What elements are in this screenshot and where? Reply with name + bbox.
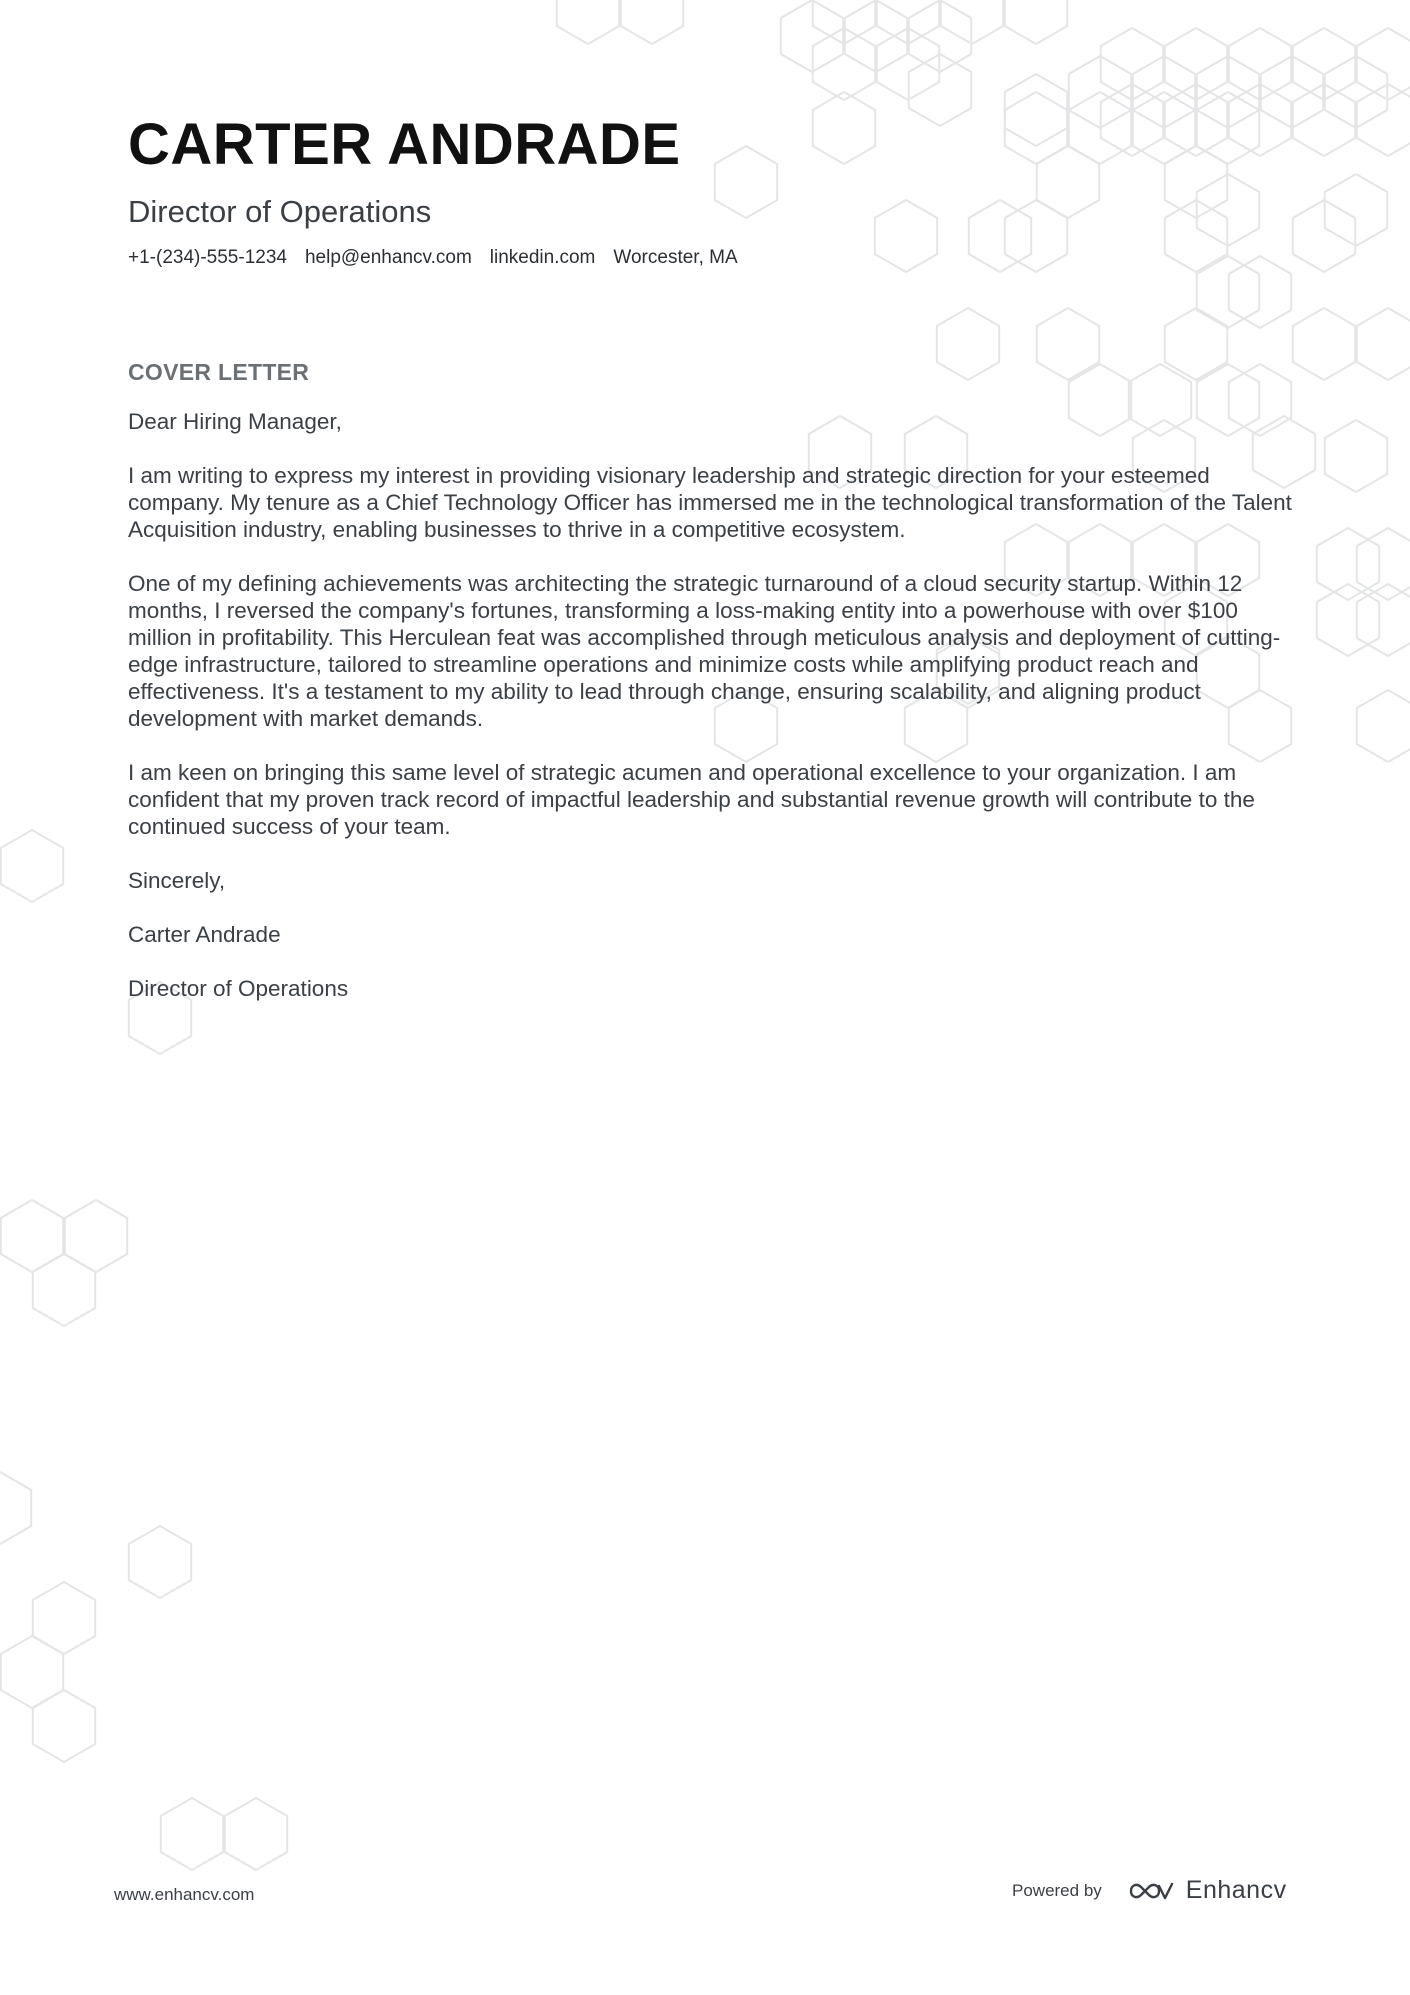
letter-body — [128, 408, 1298, 1002]
letter-paragraph: I am writing to express my interest in providing visionary leadership and strategic direction for your esteemed company. My tenure as a Chief Technology Officer has immersed me in the technological transformation of the Talent Acquisition industry, enabling businesses to thrive in a competitive ecosystem. — [128, 463, 1292, 542]
contact-phone: +1-(234)-555-1234 — [128, 247, 287, 268]
hexagon-shape — [557, 0, 619, 44]
hexagon-shape — [0, 1472, 31, 1544]
hexagon-shape — [33, 1582, 95, 1654]
hexagon-shape — [1, 1636, 63, 1708]
hexagon-shape — [225, 1798, 287, 1870]
hexagon-shape — [129, 1526, 191, 1598]
signature-title: Director of Operations — [128, 976, 349, 1001]
hexagon-shape — [65, 1200, 127, 1272]
section-heading: COVER LETTER — [128, 359, 310, 385]
enhancv-logo-icon — [1128, 1879, 1174, 1903]
hexagon-shape — [1357, 28, 1410, 100]
contact-info — [128, 246, 1298, 270]
brand-name: Enhancv — [1185, 1876, 1287, 1904]
letter-salutation: Dear Hiring Manager, — [128, 409, 342, 434]
brand-link[interactable] — [1128, 1876, 1287, 1905]
hexagon-shape — [1, 1200, 63, 1272]
hexagon-shape — [33, 1254, 95, 1326]
hexagon-shape — [1005, 0, 1067, 44]
letter-closing: Sincerely, — [128, 868, 226, 893]
hexagon-shape — [1357, 690, 1410, 762]
hexagon-shape — [161, 1798, 223, 1870]
hexagon-shape — [1293, 308, 1355, 380]
hexagon-shape — [1357, 308, 1410, 380]
powered-by-label: Powered by — [1012, 1880, 1102, 1900]
signature-name: Carter Andrade — [128, 922, 281, 947]
candidate-title: Director of Operations — [128, 194, 432, 229]
letter-paragraph: One of my defining achievements was architecting the strategic turnaround of a cloud security startup. Within 12 months, I reversed the company's fortunes, transforming a loss-making entity into a powerhouse with over $100 million in profitability. This Herculean feat was accomplished through meticulous analysis and deployment of cutting-edge infrastructure, tailored to streamline operations and minimize costs while amplifying product reach and effectiveness. It's a testament to my ability to lead through change, ensuring scalability, and aligning product development with market demands. — [128, 571, 1281, 731]
footer-website[interactable]: www.enhancv.com — [114, 1885, 255, 1904]
footer-branding — [1012, 1876, 1287, 1905]
hexagon-shape — [621, 0, 683, 44]
letter-paragraph: I am keen on bringing this same level of strategic acumen and operational excellence to your organization. I am confident that my proven track record of impactful leadership and substantial revenue growth will contribute to the continued success of your team. — [128, 760, 1255, 839]
contact-email[interactable]: help@enhancv.com — [304, 247, 472, 268]
hexagon-shape — [1357, 84, 1410, 156]
hexagon-shape — [1325, 420, 1387, 492]
hexagon-shape — [33, 1690, 95, 1762]
hexagon-shape — [1, 830, 63, 902]
cover-letter — [128, 110, 1298, 1029]
candidate-name: CARTER ANDRADE — [128, 112, 681, 177]
contact-location: Worcester, MA — [613, 247, 738, 268]
contact-linkedin[interactable]: linkedin.com — [489, 247, 596, 268]
